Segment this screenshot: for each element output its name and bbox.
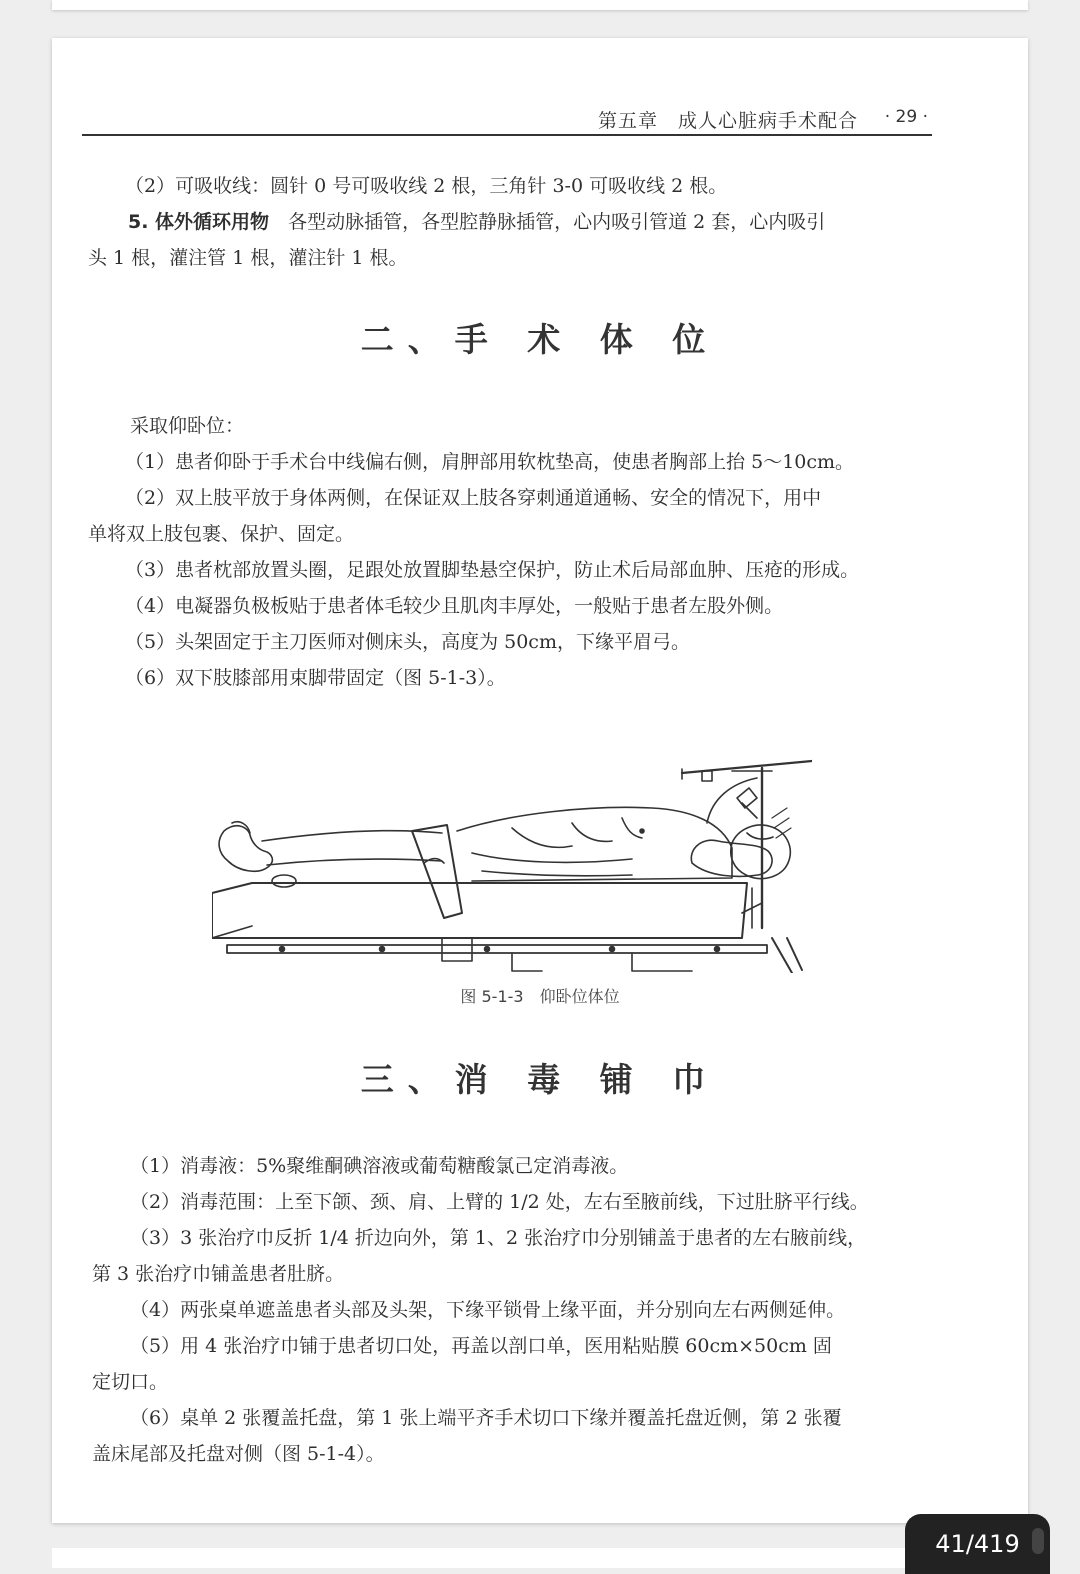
section-heading-disinfection: 三、消 毒 铺 巾 (360, 1060, 720, 1099)
list-item: 单将双上肢包裹、保护、固定。 (88, 523, 355, 545)
list-item: （4）电凝器负极板贴于患者体毛较少且肌肉丰厚处，一般贴于患者左股外侧。 (125, 595, 784, 617)
running-header (82, 100, 932, 136)
page-indicator-label: 41/419 (935, 1530, 1020, 1558)
list-item: 定切口。 (92, 1371, 169, 1393)
list-item: （1）患者仰卧于手术台中线偏右侧，肩胛部用软枕垫高，使患者胸部上抬 5～10cm。 (125, 451, 855, 473)
list-item: 第 3 张治疗巾铺盖患者肚脐。 (92, 1263, 345, 1285)
list-item: （6）桌单 2 张覆盖托盘，第 1 张上端平齐手术切口下缘并覆盖托盘近侧，第 2 张覆 (130, 1407, 842, 1429)
paragraph-item5 (128, 204, 825, 240)
list-item: （4）两张桌单遮盖患者头部及头架，下缘平锁骨上缘平面，并分别向左右两侧延伸。 (130, 1299, 846, 1321)
page-indicator[interactable] (905, 1514, 1050, 1574)
scroll-handle[interactable] (1032, 1528, 1044, 1554)
section-heading-position: 二、手 术 体 位 (360, 320, 720, 359)
next-page-edge (52, 1548, 1028, 1568)
list-item: （6）双下肢膝部用束脚带固定（图 5-1-3）。 (125, 667, 506, 689)
item5-label: 5. 体外循环用物 (128, 211, 270, 233)
page-number: · 29 · (884, 107, 928, 127)
list-item: （3）3 张治疗巾反折 1/4 折边向外，第 1、2 张治疗巾分别铺盖于患者的左右腋前线， (130, 1227, 867, 1249)
supine-position-illustration (212, 713, 812, 973)
paragraph-intro: 采取仰卧位： (130, 415, 245, 437)
list-item: （2）消毒范围：上至下颌、颈、肩、上臂的 1/2 处，左右至腋前线，下过肚脐平行线。 (130, 1191, 869, 1213)
list-item: （1）消毒液：5%聚维酮碘溶液或葡萄糖酸氯己定消毒液。 (130, 1155, 629, 1177)
paragraph-item5-cont: 头 1 根，灌注管 1 根，灌注针 1 根。 (88, 247, 408, 269)
list-item: （3）患者枕部放置头圈，足跟处放置脚垫悬空保护，防止术后局部血肿、压疮的形成。 (125, 559, 860, 581)
list-item: （5）用 4 张治疗巾铺于患者切口处，再盖以剖口单，医用粘贴膜 60cm×50cm 固 (130, 1335, 832, 1357)
list-item: （2）双上肢平放于身体两侧，在保证双上肢各穿刺通道通畅、安全的情况下，用中 (125, 487, 822, 509)
previous-page-edge (52, 0, 1028, 10)
figure-caption: 图 5-1-3 仰卧位体位 (460, 987, 620, 1006)
item5-text: 各型动脉插管，各型腔静脉插管，心内吸引管道 2 套，心内吸引 (269, 211, 826, 233)
paragraph-suture: （2）可吸收线：圆针 0 号可吸收线 2 根，三角针 3-0 可吸收线 2 根。 (125, 175, 728, 197)
book-page (52, 38, 1028, 1523)
list-item: （5）头架固定于主刀医师对侧床头，高度为 50cm，下缘平眉弓。 (125, 631, 690, 653)
list-item: 盖床尾部及托盘对侧（图 5-1-4）。 (92, 1443, 385, 1465)
chapter-title: 第五章 成人心脏病手术配合 (597, 110, 858, 132)
